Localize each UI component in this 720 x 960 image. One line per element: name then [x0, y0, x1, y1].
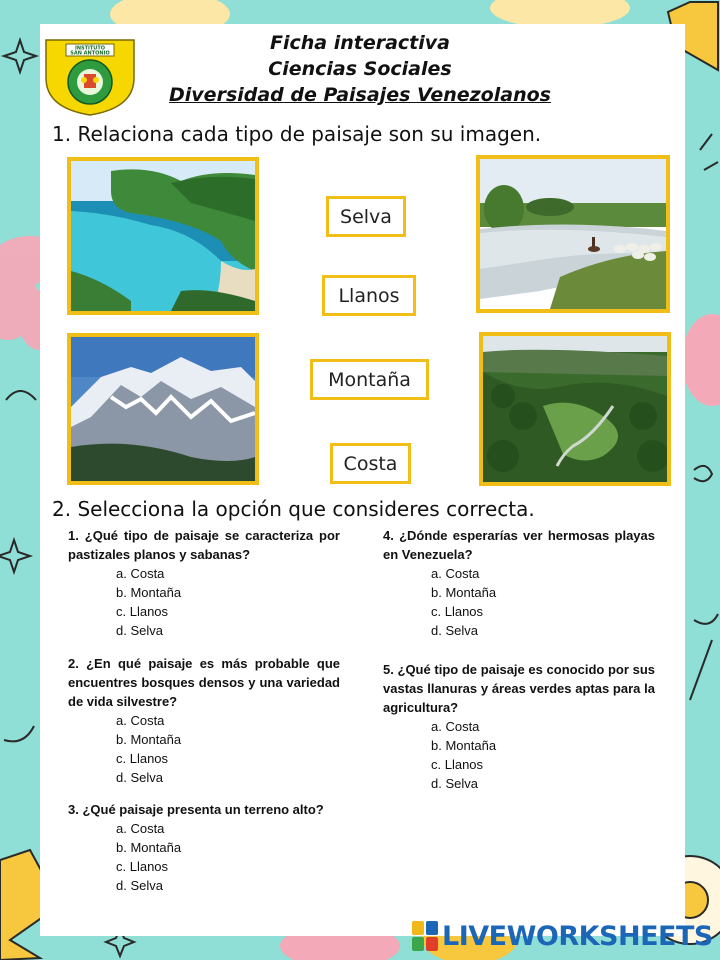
word-box-costa[interactable]: Costa	[330, 443, 411, 484]
q5-option-d[interactable]: d. Selva	[431, 776, 478, 791]
liveworksheets-brand[interactable]	[412, 916, 713, 956]
q2-option-c[interactable]: c. Llanos	[116, 751, 169, 766]
q4-option-a[interactable]: a. Costa	[431, 566, 480, 581]
worksheet-header	[150, 30, 570, 108]
q5-option-a[interactable]: a. Costa	[431, 719, 480, 734]
q3-option-c[interactable]: c. Llanos	[116, 859, 169, 874]
question-3	[68, 800, 340, 895]
q4-option-b[interactable]: b. Montaña	[431, 585, 497, 600]
brand-text: LIVEWORKSHEETS	[442, 920, 713, 952]
q1-option-d[interactable]: d. Selva	[116, 623, 163, 638]
q3-option-d[interactable]: d. Selva	[116, 878, 163, 893]
q5-option-b[interactable]: b. Montaña	[431, 738, 497, 753]
word-box-llanos[interactable]: Llanos	[322, 275, 416, 316]
plains-image	[480, 159, 666, 309]
q4-option-c[interactable]: c. Llanos	[431, 604, 484, 619]
section1-heading: 1. Relaciona cada tipo de paisaje son su imagen.	[52, 122, 542, 146]
q2-option-b[interactable]: b. Montaña	[116, 732, 182, 747]
jungle-image	[483, 336, 667, 482]
question-2-text: 2. ¿En qué paisaje es más probable que encuentres bosques densos y una variedad de vida silvestre?	[68, 656, 340, 709]
word-box-selva[interactable]: Selva	[326, 196, 406, 237]
q4-option-d[interactable]: d. Selva	[431, 623, 478, 638]
header-subtitle: Ficha interactiva	[270, 32, 450, 54]
q5-option-c[interactable]: c. Llanos	[431, 757, 484, 772]
question-5-text: 5. ¿Qué tipo de paisaje es conocido por sus vastas llanuras y áreas verdes aptas para la agricultura?	[383, 662, 655, 715]
section2-heading: 2. Selecciona la opción que consideres correcta.	[52, 497, 535, 521]
mountain-photo[interactable]	[67, 333, 259, 485]
question-4	[383, 526, 655, 640]
header-subject: Ciencias Sociales	[268, 58, 452, 80]
question-1-text: 1. ¿Qué tipo de paisaje se caracteriza por pastizales planos y sabanas?	[68, 528, 340, 562]
q2-option-a[interactable]: a. Costa	[116, 713, 165, 728]
question-2	[68, 654, 340, 787]
svg-text:INSTITUTO: INSTITUTO	[74, 45, 106, 52]
q1-option-b[interactable]: b. Montaña	[116, 585, 182, 600]
school-logo	[44, 38, 136, 116]
plains-photo[interactable]	[476, 155, 670, 313]
question-1	[68, 526, 340, 640]
q3-option-b[interactable]: b. Montaña	[116, 840, 182, 855]
question-5	[383, 660, 655, 793]
question-3-text: 3. ¿Qué paisaje presenta un terreno alto?	[68, 802, 324, 817]
q3-option-a[interactable]: a. Costa	[116, 821, 165, 836]
q1-option-a[interactable]: a. Costa	[116, 566, 165, 581]
q1-option-c[interactable]: c. Llanos	[116, 604, 169, 619]
svg-text:SAN ANTONIO: SAN ANTONIO	[70, 50, 110, 57]
page-title: Diversidad de Paisajes Venezolanos	[169, 84, 551, 106]
q2-option-d[interactable]: d. Selva	[116, 770, 163, 785]
word-box-montana[interactable]: Montaña	[310, 359, 429, 400]
mountain-image	[71, 337, 255, 481]
liveworksheets-logo-icon	[412, 921, 438, 951]
coast-image	[71, 161, 255, 311]
jungle-photo[interactable]	[479, 332, 671, 486]
coast-photo[interactable]	[67, 157, 259, 315]
question-4-text: 4. ¿Dónde esperarías ver hermosas playas en Venezuela?	[383, 528, 655, 562]
